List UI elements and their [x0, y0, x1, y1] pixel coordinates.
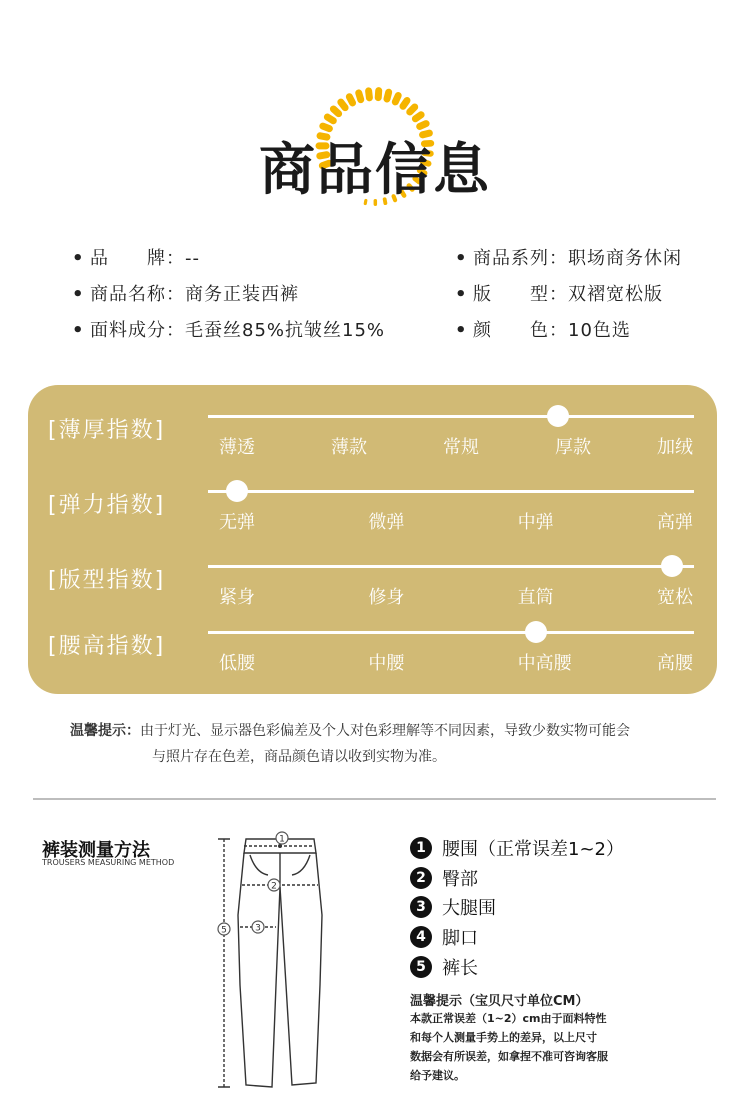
index-option: 高腰	[657, 653, 693, 674]
section-divider	[33, 798, 716, 800]
right-pocket	[292, 855, 310, 875]
sun-ray	[365, 87, 374, 102]
mark-5-icon	[218, 923, 230, 936]
info-series-label: 商品系列：	[473, 248, 568, 269]
index-label: [版型指数]	[48, 568, 166, 593]
info-fabric	[72, 316, 385, 342]
pants-button-icon	[278, 844, 282, 848]
index-option: 宽松	[657, 587, 693, 608]
measure-tip-line: 本款正常误差（1~2）cm由于面料特性	[410, 1012, 607, 1025]
bullet-icon: •	[72, 248, 85, 269]
index-option: 加绒	[657, 437, 693, 458]
notice-line-2: 与照片存在色差，商品颜色请以收到实物为准。	[152, 749, 446, 765]
number-1-icon: 1	[410, 837, 432, 859]
index-option: 中腰	[368, 653, 405, 674]
trousers-diagram	[210, 825, 340, 1095]
number-4-icon: 4	[410, 926, 432, 948]
info-fit-label: 版 型：	[473, 284, 568, 305]
info-series	[455, 244, 682, 270]
left-pocket	[250, 855, 268, 875]
index-option: 中弹	[517, 512, 554, 533]
index-option: 紧身	[219, 587, 255, 608]
info-color-value: 10色选	[568, 320, 631, 341]
index-label: [腰高指数]	[48, 634, 166, 659]
measure-item-3	[410, 894, 496, 920]
info-fit-value: 双褶宽松版	[568, 284, 663, 305]
svg-text:5: 5	[221, 925, 227, 936]
measure-tip-line: 数据会有所误差，如拿捏不准可咨询客服	[410, 1050, 608, 1063]
index-option: 无弹	[219, 512, 255, 533]
index-option: 厚款	[555, 437, 591, 458]
svg-text:3: 3	[255, 923, 261, 934]
info-brand	[72, 244, 200, 270]
sun-ray	[354, 89, 365, 104]
bullet-icon: •	[455, 320, 468, 341]
measure-tip-title: 温馨提示（宝贝尺寸单位CM）	[410, 994, 589, 1009]
mark-3-icon	[252, 921, 264, 934]
bullet-icon: •	[455, 248, 468, 269]
info-brand-label: 品 牌：	[90, 248, 185, 269]
svg-text:1: 1	[279, 834, 285, 845]
info-name-value: 商务正装西裤	[185, 284, 299, 305]
measure-title: 裤装测量方法	[42, 840, 150, 861]
mark-2-icon	[268, 879, 280, 892]
sun-ray	[383, 88, 393, 103]
info-name-label: 商品名称：	[90, 284, 185, 305]
index-track	[208, 415, 694, 418]
index-panel	[28, 385, 717, 694]
measure-tip-line: 和每个人测量手势上的差异，以上尺寸	[410, 1031, 597, 1044]
number-5-icon: 5	[410, 956, 432, 978]
measure-item-text: 腰围（正常误差1~2）	[442, 839, 624, 860]
index-option: 常规	[443, 437, 479, 458]
measure-item-text: 脚口	[442, 928, 478, 949]
info-fabric-value: 毛蚕丝85%抗皱丝15%	[185, 320, 386, 341]
index-knob	[661, 555, 683, 577]
index-option: 中高腰	[517, 653, 572, 674]
sun-ray	[375, 87, 383, 101]
info-series-value: 职场商务休闲	[568, 248, 682, 269]
bullet-icon: •	[72, 284, 85, 305]
index-option: 直筒	[517, 587, 554, 608]
index-option: 高弹	[657, 512, 693, 533]
measure-item-1	[410, 835, 624, 861]
measure-item-4	[410, 924, 478, 950]
measure-item-5	[410, 954, 478, 980]
measure-subtitle: TROUSERS MEASURING METHOD	[42, 858, 175, 867]
index-label: [薄厚指数]	[48, 418, 166, 443]
mark-1-icon	[276, 832, 288, 845]
info-color	[455, 316, 631, 342]
index-option: 低腰	[219, 653, 255, 674]
title-section	[0, 80, 750, 230]
index-track	[208, 490, 694, 493]
index-option: 修身	[368, 587, 405, 608]
number-2-icon: 2	[410, 867, 432, 889]
info-fit	[455, 280, 663, 306]
number-3-icon: 3	[410, 896, 432, 918]
index-knob	[525, 621, 547, 643]
info-color-label: 颜 色：	[473, 320, 568, 341]
svg-text:2: 2	[271, 881, 277, 892]
index-knob	[226, 480, 248, 502]
notice-label: 温馨提示：	[70, 723, 140, 739]
info-brand-value: --	[185, 248, 200, 269]
info-name	[72, 280, 299, 306]
measure-item-2	[410, 865, 478, 891]
notice-line-1	[70, 720, 630, 740]
measure-item-text: 裤长	[442, 958, 478, 979]
notice-text-1: 由于灯光、显示器色彩偏差及个人对色彩理解等不同因素，导致少数实物可能会	[140, 723, 630, 739]
bullet-icon: •	[72, 320, 85, 341]
index-knob	[547, 405, 569, 427]
index-option: 微弹	[368, 512, 405, 533]
measure-item-text: 大腿围	[442, 898, 496, 919]
index-track	[208, 631, 694, 634]
index-option: 薄款	[331, 437, 367, 458]
bullet-icon: •	[455, 284, 468, 305]
index-option: 薄透	[219, 437, 255, 458]
info-fabric-label: 面料成分：	[90, 320, 185, 341]
index-label: [弹力指数]	[48, 493, 166, 518]
measure-tip-line: 给予建议。	[410, 1069, 465, 1082]
page-title: 商品信息	[259, 138, 491, 203]
measure-item-text: 臀部	[442, 869, 478, 890]
right-leg-outline	[280, 853, 322, 1085]
index-track	[208, 565, 694, 568]
